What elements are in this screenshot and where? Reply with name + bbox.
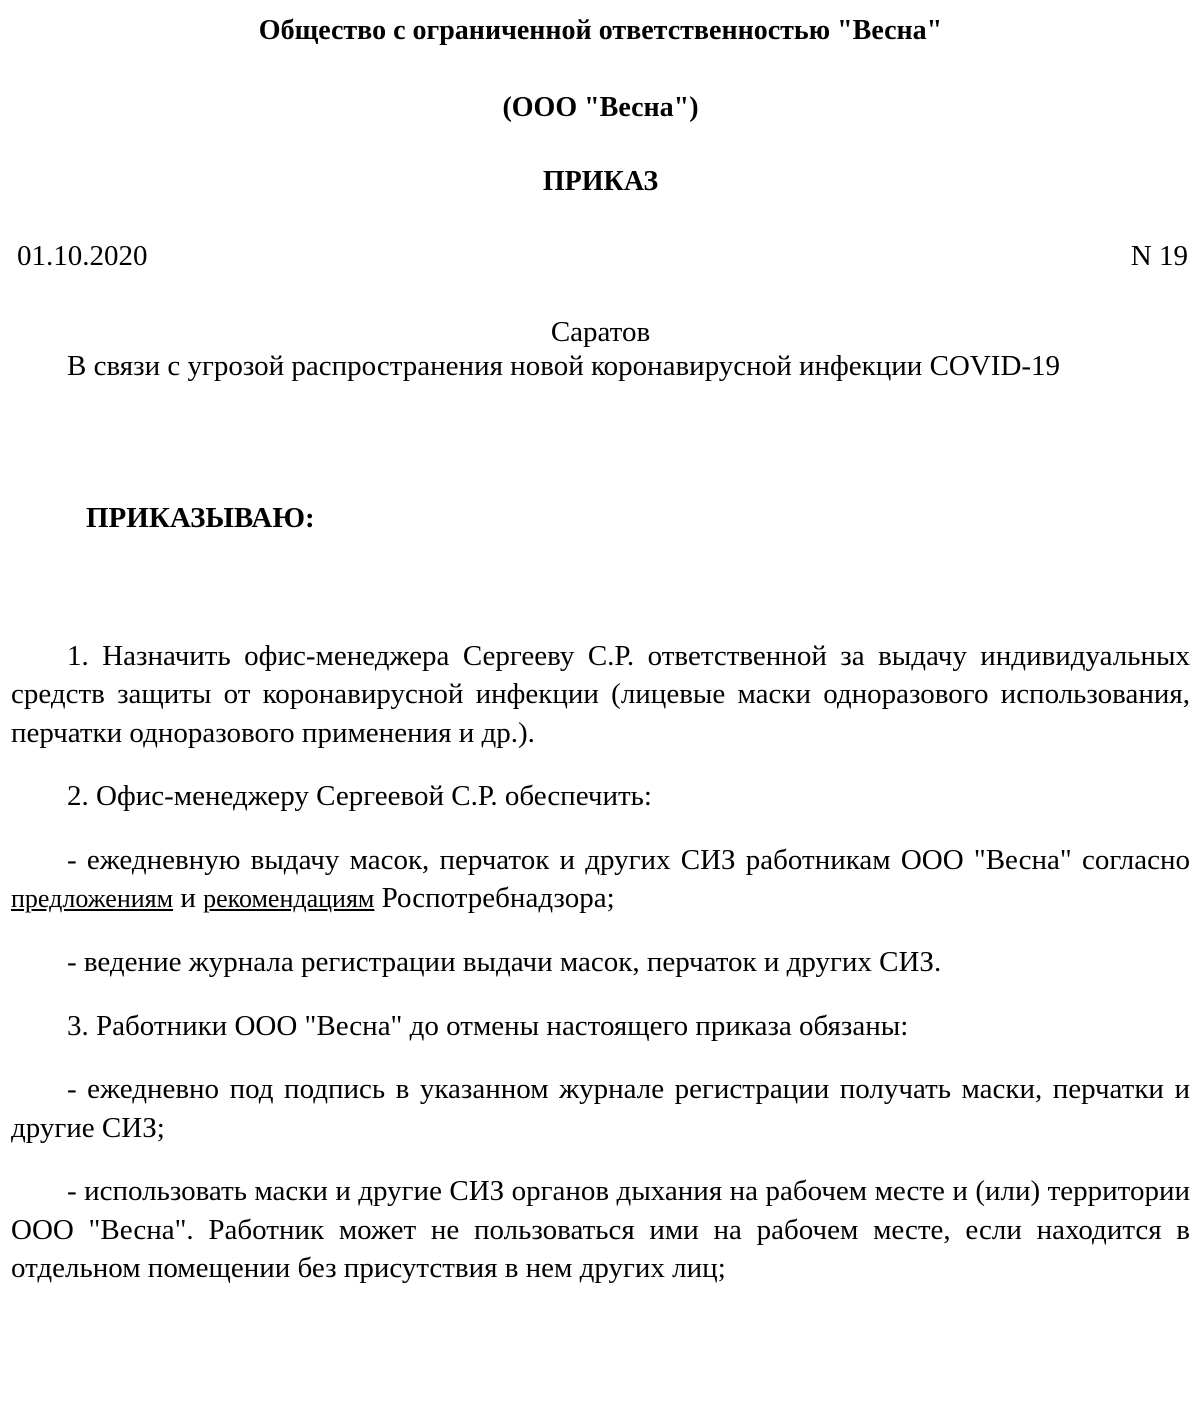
link-rekomendaciyam[interactable]: рекомендациям bbox=[203, 884, 375, 914]
organization-short-name: (ООО "Весна") bbox=[502, 92, 699, 123]
document-body bbox=[11, 0, 1190, 1288]
preamble-paragraph: В связи с угрозой распространения новой коронавирусной инфекции COVID-19 bbox=[67, 350, 1061, 382]
spacer-before-order-word bbox=[11, 386, 1190, 504]
clause-2-bullet-1-text-after: Роспотребнадзора; bbox=[374, 882, 615, 915]
order-keyword: ПРИКАЗЫВАЮ: bbox=[86, 501, 315, 534]
document-number: N 19 bbox=[1130, 240, 1188, 272]
clause-3-bullet-2: - использовать маски и другие СИЗ органов дыхания на рабочем месте и (или) территории ООО "Весна". Работник может не пользоваться ими на рабочем месте, если находится в отдельном помещении без присутствия в нем других лиц; bbox=[11, 1175, 1190, 1285]
document-kind-title: ПРИКАЗ bbox=[542, 166, 659, 197]
document-city: Саратов bbox=[550, 316, 651, 348]
clause-2-bullet-2: - ведение журнала регистрации выдачи масок, перчаток и других СИЗ. bbox=[67, 945, 942, 978]
clause-2-bullet-1 bbox=[11, 841, 1190, 918]
document-date: 01.10.2020 bbox=[17, 240, 148, 272]
clause-3-bullet-1: - ежедневно под подпись в указанном журнале регистрации получать маски, перчатки и другие СИЗ; bbox=[11, 1073, 1190, 1144]
clause-2-bullet-1-text-middle: и bbox=[173, 882, 204, 915]
link-predlozheniyam[interactable]: предложениям bbox=[11, 884, 174, 914]
clause-1: 1. Назначить офис-менеджера Сергееву С.Р. ответственной за выдачу индивидуальных средств защиты от коронавирусной инфекции (лицевые маски одноразового использования, перчатки одноразового применения и др.). bbox=[11, 639, 1190, 749]
spacer-after-order-word bbox=[11, 533, 1190, 637]
document-meta-row bbox=[11, 242, 1190, 271]
clause-2: 2. Офис-менеджеру Сергеевой С.Р. обеспечить: bbox=[67, 780, 652, 813]
organization-full-name: Общество с ограниченной ответственностью "Весна" bbox=[258, 15, 943, 46]
clause-2-bullet-1-text-before: - ежедневную выдачу масок, перчаток и других СИЗ работникам ООО "Весна" согласно bbox=[67, 843, 1190, 876]
clause-3: 3. Работники ООО "Весна" до отмены настоящего приказа обязаны: bbox=[67, 1009, 909, 1042]
